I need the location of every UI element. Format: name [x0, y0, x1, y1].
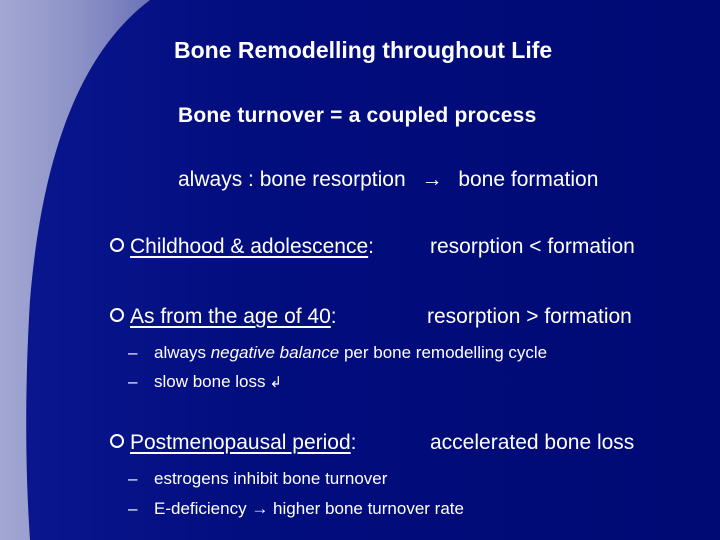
dash-marker: – — [128, 499, 138, 518]
bullet-label: Childhood & adolescence — [130, 235, 369, 258]
bullet-value: resorption > formation — [427, 305, 632, 328]
sub-item-text: higher bone turnover rate — [268, 499, 464, 518]
sub-item-e-deficiency — [128, 499, 464, 519]
bullet-value: resorption < formation — [430, 235, 635, 258]
bullet-childhood — [110, 235, 635, 259]
subtitle-line-1: Bone turnover = a coupled process — [178, 104, 537, 127]
subtitle-line-2 — [178, 168, 598, 192]
dash-marker: – — [128, 343, 138, 362]
bullet-colon: : — [368, 235, 375, 258]
sub-item-emphasis: negative balance — [210, 343, 340, 362]
hollow-circle-bullet-icon — [110, 434, 124, 448]
right-arrow-icon: → — [421, 168, 443, 191]
sub-item-negative-balance — [128, 343, 547, 363]
bullet-colon: : — [350, 431, 357, 454]
dash-marker: – — [128, 469, 138, 488]
subtitle-line-2-prefix: always : bone resorption — [178, 168, 406, 191]
hollow-circle-bullet-icon — [110, 238, 124, 252]
bullet-age-40 — [110, 305, 632, 329]
sub-item-estrogens — [128, 469, 387, 489]
sub-item-text: E-deficiency — [154, 499, 252, 518]
sub-item-slow-bone-loss — [128, 372, 282, 392]
sub-item-text: per bone remodelling cycle — [339, 343, 548, 362]
dash-marker: – — [128, 372, 138, 391]
bullet-label: Postmenopausal period — [130, 431, 351, 454]
subtitle-line-2-suffix: bone formation — [458, 168, 599, 191]
slide-title: Bone Remodelling throughout Life — [174, 37, 553, 63]
bullet-postmenopausal — [110, 431, 635, 455]
bullet-colon: : — [330, 305, 337, 328]
sub-item-text: estrogens inhibit bone turnover — [154, 469, 388, 488]
bullet-label: As from the age of 40 — [130, 305, 331, 328]
right-arrow-icon: → — [251, 499, 269, 518]
left-decorative-band — [0, 0, 300, 540]
hollow-circle-bullet-icon — [110, 308, 124, 322]
return-arrow-icon: ↲ — [269, 374, 283, 391]
sub-item-text: always — [154, 343, 211, 362]
bullet-value: accelerated bone loss — [430, 431, 635, 454]
sub-item-text: slow bone loss — [154, 372, 266, 391]
